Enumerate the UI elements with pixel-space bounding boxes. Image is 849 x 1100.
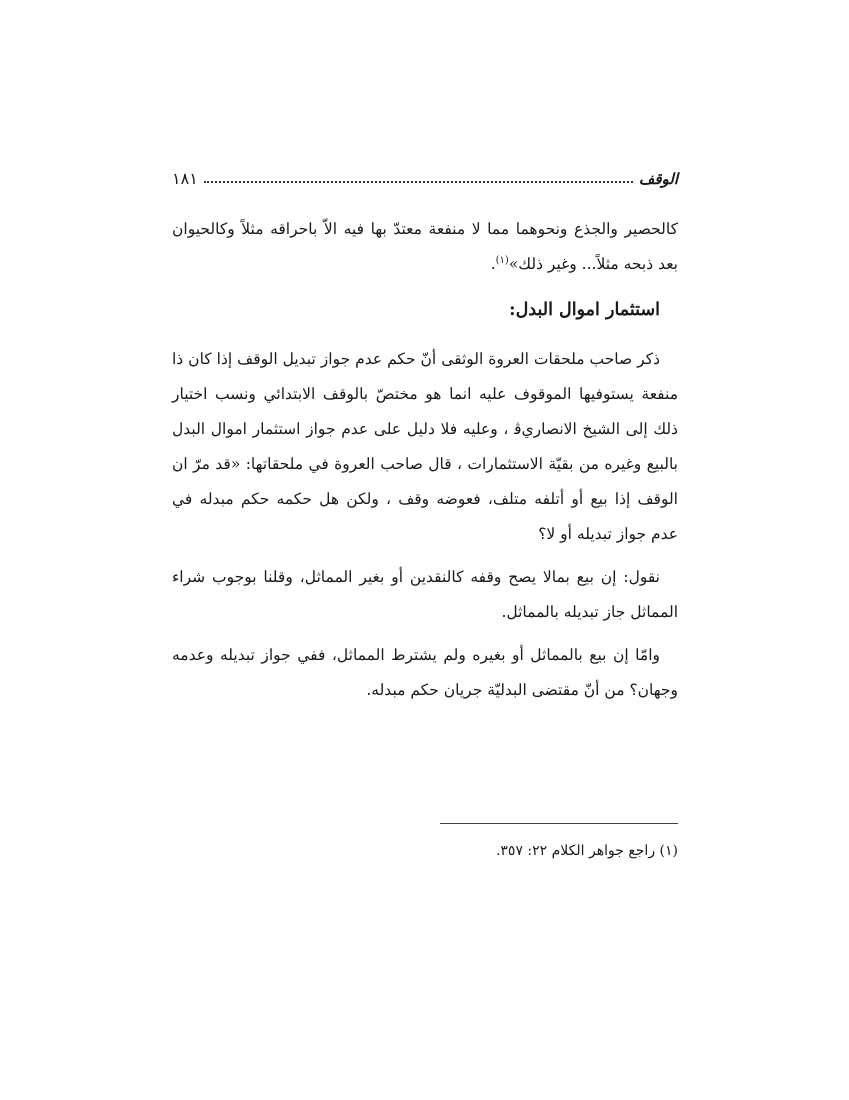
paragraph-3: نقول: إن بيع بمالا يصح وقفه كالنقدين أو بغير المماثل، وقلنا بوجوب شراء المماثل جاز تبديله بالمماثل. [172, 568, 678, 621]
paragraph-continuation [172, 212, 678, 282]
book-page [172, 150, 678, 1050]
running-title: الوقف [638, 170, 678, 188]
paragraph-2 [172, 342, 678, 552]
paragraph-1-text: كالحصير والجذع ونحوهما مما لا منفعة معتدّ بها فيه الاّ باحراقه مثلاً وكالحيوان بعد ذبحه مثلاً... وغير ذلك» [172, 220, 678, 273]
footnote-separator [440, 823, 678, 824]
footnote-reference: (١) [495, 254, 509, 266]
header-dot-leader [204, 181, 633, 183]
honorific-glyph: ﭬ [514, 420, 522, 438]
page-number: ١٨١ [172, 169, 198, 188]
footnote: (١) راجع جواهر الكلام ٢٢: ٣٥٧. [495, 843, 678, 859]
running-header [172, 160, 678, 188]
body-text [172, 212, 678, 716]
paragraph-2-text: ذكر صاحب ملحقات العروة الوثقى أنّ حكم عدم جواز تبديل الوقف إذا كان ذا منفعة يستوفيها الموقوف عليه انما هو مختصّ بالوقف الابتدائي ونسب اختيار ذلك إلى الشيخ الانصاري [172, 350, 679, 438]
paragraph-1-end: . [490, 255, 496, 273]
paragraph-4: وامّا إن بيع بالمماثل أو بغيره ولم يشترط المماثل، ففي جواز تبديله وعدمه وجهان؟ من أنّ مقتضى البدليّة جريان حكم مبدله. [172, 646, 678, 699]
paragraph-2-rest: ، وعليه فلا دليل على عدم جواز استثمار اموال البدل بالبيع وغيره من بقيّة الاستثمارات ، قال صاحب العروة في ملحقاتها: «قد مرّ ان الوقف إذا بيع أو أتلفه متلف، فعوضه وقف ، ولكن هل حكمه حكم مبدله في عدم جواز تبديله أو لا؟ [172, 420, 678, 543]
section-heading: استثمار اموال البدل: [509, 300, 660, 320]
